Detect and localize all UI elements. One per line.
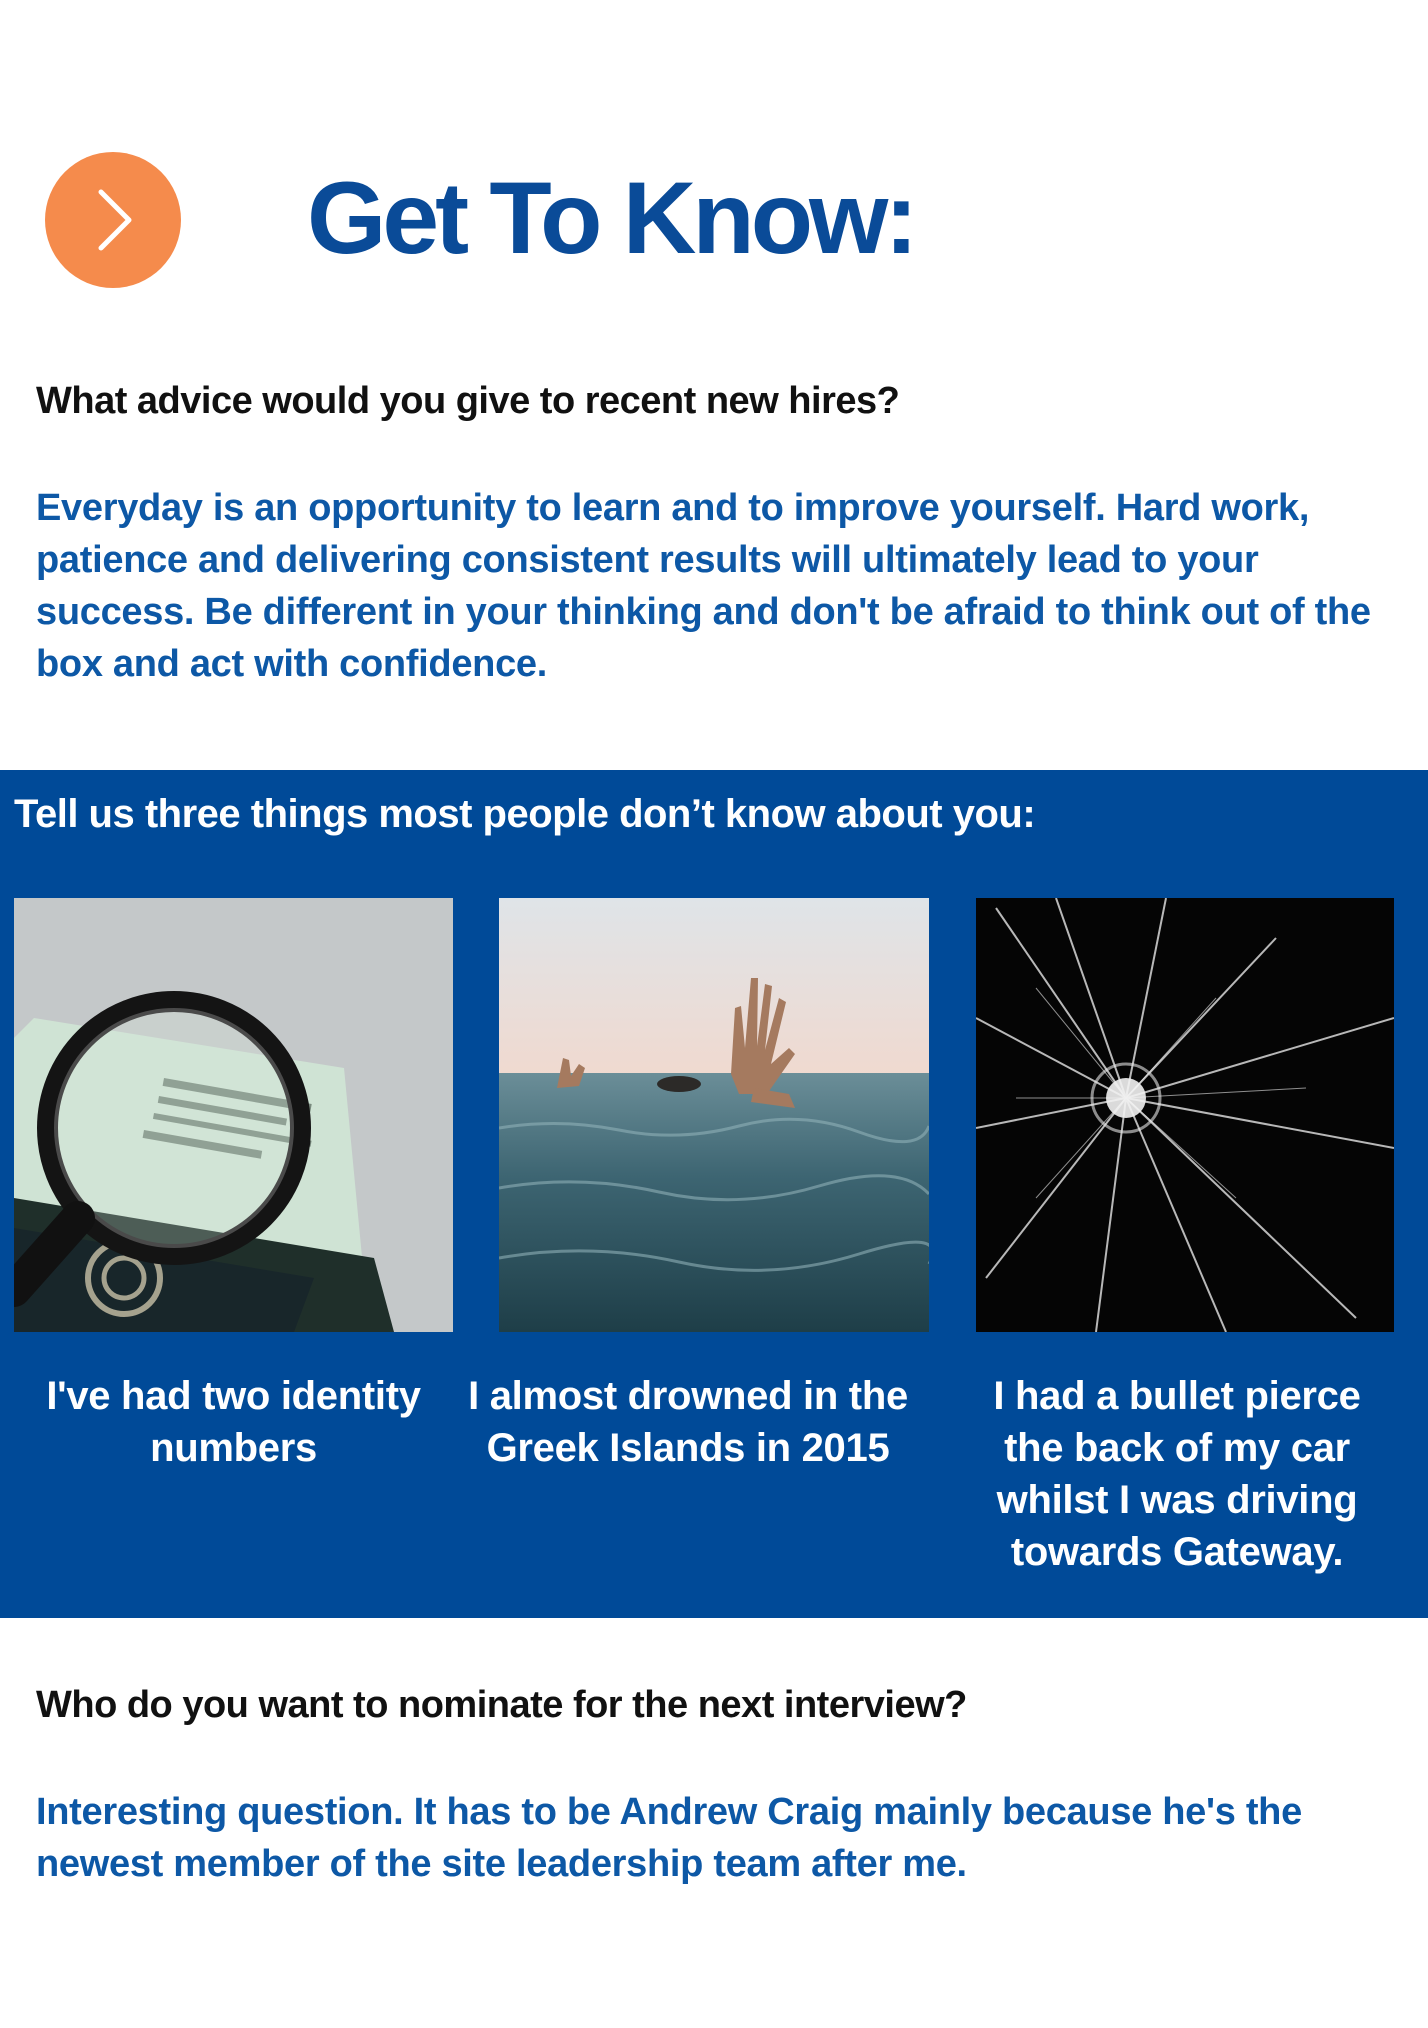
advice-answer: Everyday is an opportunity to learn and to improve yourself. Hard work, patience and delivering consistent results will ultimately lead to your success. Be different in your thinking and don't be afraid to think out of the box and act with confidence. xyxy=(36,487,1371,685)
page-title: Get To Know: xyxy=(307,161,915,275)
chevron-right-icon xyxy=(45,152,181,288)
three-things-title: Tell us three things most people don’t know about you: xyxy=(14,792,1036,836)
three-things-section xyxy=(0,770,1428,1618)
nominate-question: Who do you want to nominate for the next interview? xyxy=(36,1684,967,1726)
fact-caption-identity: I've had two identity numbers xyxy=(46,1374,421,1470)
shattered-glass-photo xyxy=(976,898,1394,1332)
advice-question: What advice would you give to recent new hires? xyxy=(36,380,900,422)
next-arrow-button[interactable] xyxy=(45,152,181,288)
passport-magnifier-photo xyxy=(14,898,453,1332)
nominate-answer: Interesting question. It has to be Andrew Craig mainly because he's the newest member of the site leadership team after me. xyxy=(36,1791,1302,1885)
drowning-sea-photo xyxy=(499,898,929,1332)
header xyxy=(45,152,1345,288)
fact-caption-drowned: I almost drowned in the Greek Islands in 2015 xyxy=(468,1374,908,1470)
fact-caption-bullet: I had a bullet pierce the back of my car whilst I was driving towards Gateway. xyxy=(993,1374,1361,1574)
